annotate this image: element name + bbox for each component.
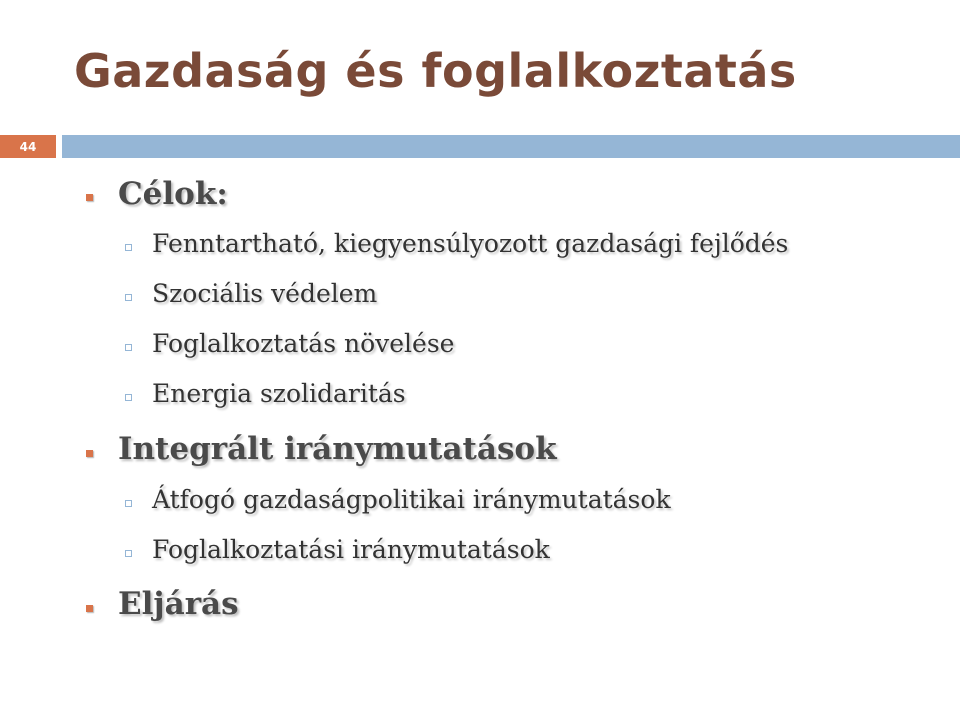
bullet-item-celok: Célok:: [118, 176, 228, 212]
bullet-item-eljaras: Eljárás: [118, 586, 239, 622]
bullet-square-icon: [86, 605, 93, 612]
slide-title: Gazdaság és foglalkoztatás: [74, 44, 797, 98]
sub-bullet-square-icon: [125, 550, 132, 557]
bullet-square-icon: [86, 450, 93, 457]
sub-bullet-item: Szociális védelem: [152, 279, 378, 308]
slide-number: 44: [19, 139, 37, 154]
sub-bullet-item: Átfogó gazdaságpolitikai iránymutatások: [152, 485, 671, 514]
sub-bullet-item: Foglalkoztatás növelése: [152, 329, 455, 358]
sub-bullet-square-icon: [125, 394, 132, 401]
sub-bullet-item: Foglalkoztatási iránymutatások: [152, 535, 550, 564]
sub-bullet-item: Energia szolidaritás: [152, 379, 406, 408]
sub-bullet-square-icon: [125, 294, 132, 301]
sub-bullet-item: Fenntartható, kiegyensúlyozott gazdasági fejlődés: [152, 229, 789, 258]
bullet-item-iranymutatasok: Integrált iránymutatások: [118, 431, 557, 467]
sub-bullet-square-icon: [125, 344, 132, 351]
sub-bullet-square-icon: [125, 244, 132, 251]
bullet-square-icon: [86, 194, 93, 201]
sub-bullet-square-icon: [125, 500, 132, 507]
